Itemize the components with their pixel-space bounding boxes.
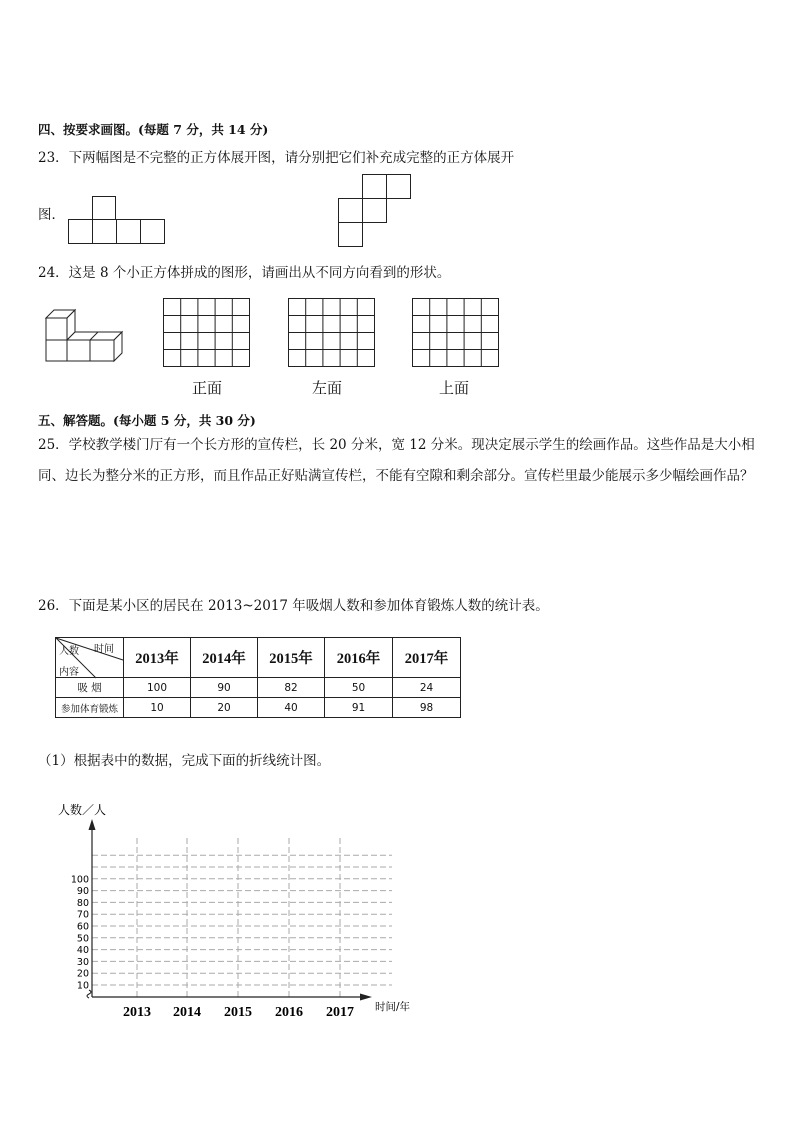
view-label-front: 正面 [192, 379, 223, 397]
y-tick-label: 30 [76, 956, 89, 968]
table-cell: 50 [325, 678, 393, 698]
y-tick-label: 70 [76, 909, 89, 921]
y-tick-label: 80 [76, 897, 89, 909]
table-cell: 82 [258, 678, 325, 698]
x-tick-label: 2015 [224, 1005, 252, 1020]
table-cell: 24 [393, 678, 461, 698]
y-tick-label: 10 [76, 980, 89, 992]
chart-ylabel: 人数／人 [58, 803, 107, 817]
view-label-top: 上面 [439, 379, 470, 397]
section5-heading: 五、解答题。(每小题 5 分，共 30 分) [38, 413, 256, 428]
year-header-2015: 2015年 [258, 638, 325, 678]
corner-time-label: 时间 [94, 644, 114, 655]
q24-text: 24．这是 8 个小正方体拼成的图形，请画出从不同方向看到的形状。 [38, 265, 451, 281]
y-tick-label: 90 [76, 886, 89, 898]
y-tick-label: 50 [76, 933, 89, 945]
y-tick-label: 20 [76, 968, 89, 980]
table-cell: 100 [124, 678, 191, 698]
year-header-2014: 2014年 [191, 638, 258, 678]
table-cell: 40 [258, 698, 325, 718]
x-tick-label: 2017 [326, 1005, 354, 1020]
row-label-smoking: 吸 烟 [56, 678, 124, 698]
q25-text: 25．学校教学楼门厅有一个长方形的宣传栏，长 20 分米，宽 12 分米。现决定展示学生的绘画作品。这些作品是大小相同、边长为整分米的正方形，而且作品正好贴满宣传栏，不能有空隙和剩余部分。宣传栏里最少能展示多少幅绘画作品？ [38, 437, 755, 484]
x-tick-label: 2014 [173, 1005, 201, 1020]
q26-sub1-text: （1）根据表中的数据，完成下面的折线统计图。 [38, 753, 331, 769]
corner-content-label: 内容 [59, 667, 79, 678]
y-tick-label: 60 [76, 921, 89, 933]
table-cell: 91 [325, 698, 393, 718]
q23-text-line2: 图． [38, 207, 65, 223]
view-label-left: 左面 [312, 379, 343, 397]
q26-text: 26．下面是某小区的居民在 2013~2017 年吸烟人数和参加体育锻炼人数的统计表。 [38, 598, 549, 614]
table-cell: 10 [124, 698, 191, 718]
y-axis-arrow [89, 819, 96, 830]
corner-count-label: 人数 [59, 646, 79, 657]
q23-text-line1: 23．下两幅图是不完整的正方体展开图，请分别把它们补充成完整的正方体展开 [38, 150, 515, 166]
table-cell: 20 [191, 698, 258, 718]
x-tick-label: 2016 [275, 1005, 303, 1020]
year-header-2013: 2013年 [124, 638, 191, 678]
table-cell: 90 [191, 678, 258, 698]
row-label-exercise: 参加体育锻炼 [56, 698, 124, 718]
chart-xlabel: 时间/年 [375, 1001, 411, 1013]
year-header-2016: 2016年 [325, 638, 393, 678]
table-cell: 98 [393, 698, 461, 718]
x-axis-arrow [360, 994, 372, 1001]
section4-heading: 四、按要求画图。(每题 7 分，共 14 分) [38, 122, 269, 137]
x-tick-label: 2013 [123, 1005, 151, 1020]
y-tick-label: 40 [76, 945, 89, 957]
year-header-2017: 2017年 [393, 638, 461, 678]
y-tick-label: 100 [70, 874, 89, 886]
